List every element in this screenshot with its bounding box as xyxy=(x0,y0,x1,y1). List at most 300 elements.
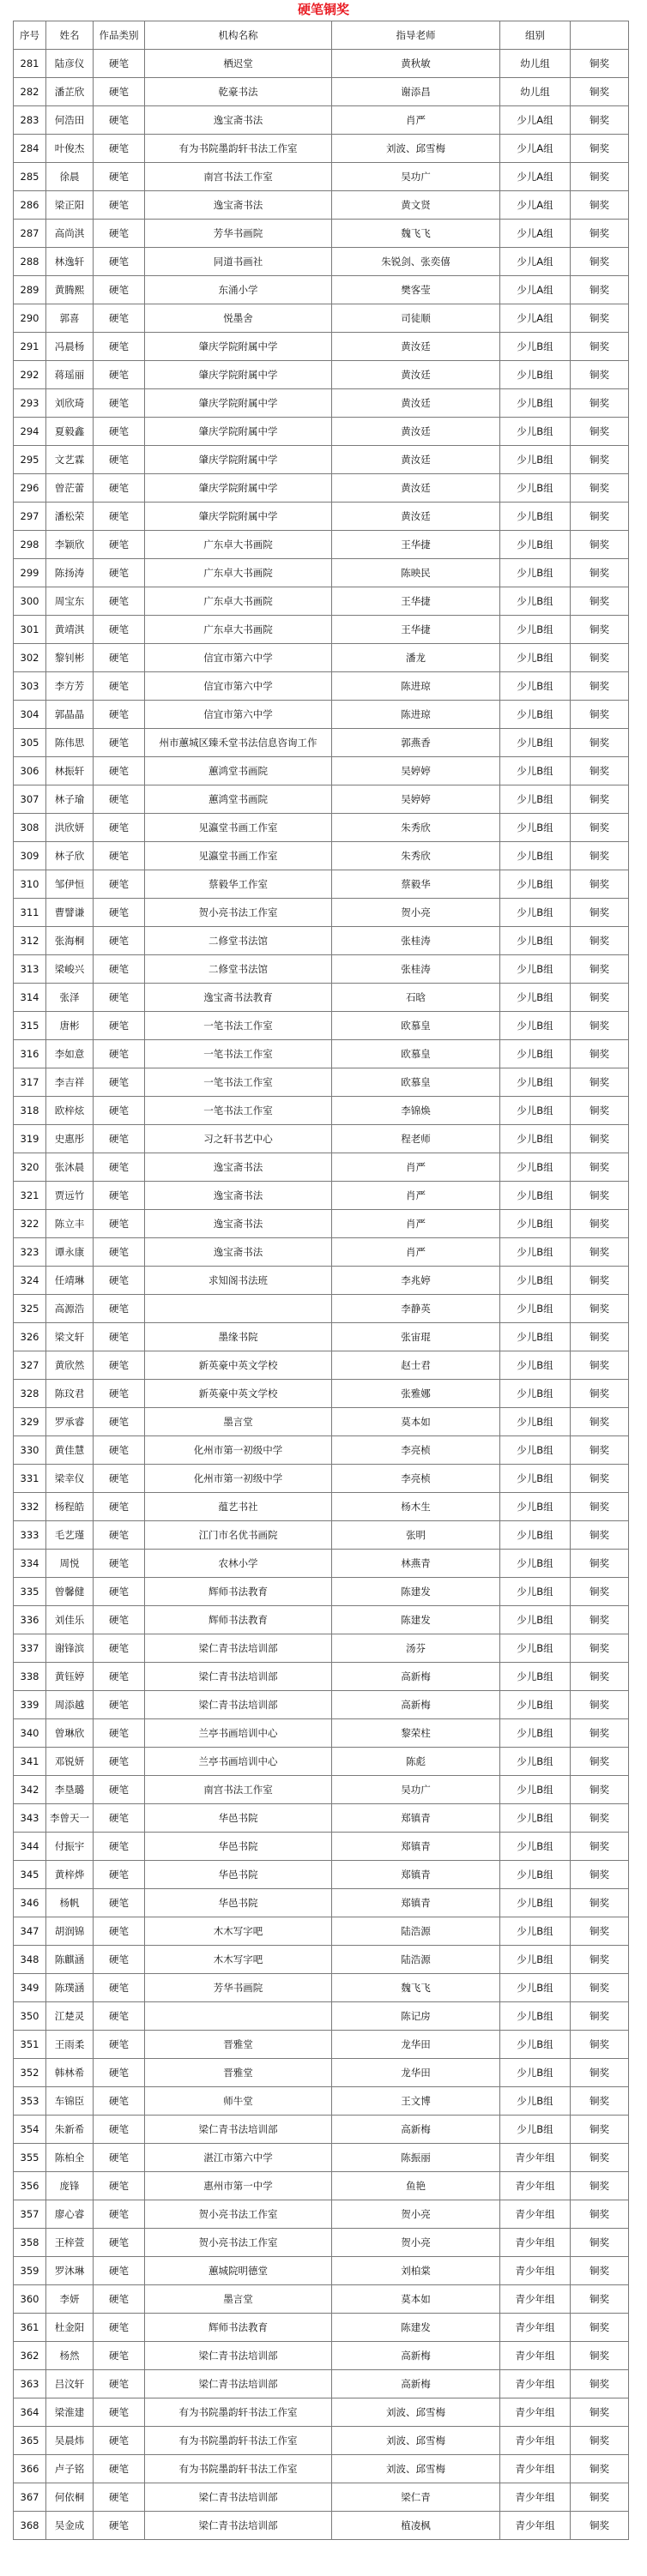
cell-name: 张沐晨 xyxy=(46,1153,94,1182)
cell-category: 硬笔 xyxy=(94,899,145,927)
cell-serial: 302 xyxy=(14,644,46,672)
cell-name: 欧梓炫 xyxy=(46,1097,94,1125)
cell-group: 少儿B组 xyxy=(500,1182,571,1210)
cell-category: 硬笔 xyxy=(94,106,145,135)
cell-category: 硬笔 xyxy=(94,1153,145,1182)
cell-name: 吴晨炜 xyxy=(46,2427,94,2455)
table-row xyxy=(14,248,629,276)
cell-name: 何依桐 xyxy=(46,2483,94,2512)
cell-serial: 359 xyxy=(14,2257,46,2285)
cell-category: 硬笔 xyxy=(94,2398,145,2427)
cell-category: 硬笔 xyxy=(94,1210,145,1238)
table-row xyxy=(14,2370,629,2398)
cell-group: 少儿B组 xyxy=(500,644,571,672)
cell-serial: 311 xyxy=(14,899,46,927)
cell-institution: 广东卓大书画院 xyxy=(145,531,332,559)
cell-teacher: 梁仁青 xyxy=(332,2483,500,2512)
cell-award: 铜奖 xyxy=(571,2285,629,2314)
cell-group: 少儿B组 xyxy=(500,474,571,503)
table-row xyxy=(14,729,629,757)
cell-teacher: 陆浩源 xyxy=(332,1946,500,1974)
cell-institution: 一笔书法工作室 xyxy=(145,1068,332,1097)
cell-group: 少儿B组 xyxy=(500,1295,571,1323)
cell-name: 黎钊彬 xyxy=(46,644,94,672)
cell-teacher: 黄汝廷 xyxy=(332,361,500,389)
cell-name: 曾琳欣 xyxy=(46,1719,94,1748)
cell-institution: 梁仁青书法培训部 xyxy=(145,2370,332,2398)
cell-name: 黄欣然 xyxy=(46,1351,94,1380)
table-row xyxy=(14,106,629,135)
cell-institution: 悦墨舍 xyxy=(145,304,332,333)
cell-category: 硬笔 xyxy=(94,785,145,814)
cell-institution: 见瀛堂书画工作室 xyxy=(145,814,332,842)
cell-serial: 296 xyxy=(14,474,46,503)
table-row xyxy=(14,1153,629,1182)
cell-name: 贾远竹 xyxy=(46,1182,94,1210)
cell-category: 硬笔 xyxy=(94,644,145,672)
cell-institution: 信宜市第六中学 xyxy=(145,701,332,729)
cell-name: 郭喜 xyxy=(46,304,94,333)
cell-name: 黄腾熙 xyxy=(46,276,94,304)
cell-institution: 逸宝斋书法 xyxy=(145,1238,332,1267)
cell-award: 铜奖 xyxy=(571,1493,629,1521)
cell-teacher: 贺小亮 xyxy=(332,2229,500,2257)
header-teacher: 指导老师 xyxy=(332,21,500,50)
cell-category: 硬笔 xyxy=(94,2031,145,2059)
table-row xyxy=(14,446,629,474)
table-row xyxy=(14,2342,629,2370)
cell-serial: 340 xyxy=(14,1719,46,1748)
table-row xyxy=(14,2031,629,2059)
cell-institution: 肇庆学院附属中学 xyxy=(145,361,332,389)
cell-serial: 299 xyxy=(14,559,46,587)
cell-name: 廖心睿 xyxy=(46,2200,94,2229)
cell-category: 硬笔 xyxy=(94,2483,145,2512)
cell-name: 李垦璐 xyxy=(46,1776,94,1804)
table-row xyxy=(14,559,629,587)
cell-institution: 惠州市第一中学 xyxy=(145,2172,332,2200)
table-row xyxy=(14,785,629,814)
cell-institution: 有为书院墨韵轩书法工作室 xyxy=(145,2398,332,2427)
cell-serial: 331 xyxy=(14,1465,46,1493)
cell-award: 铜奖 xyxy=(571,531,629,559)
cell-group: 少儿B组 xyxy=(500,1946,571,1974)
cell-group: 少儿B组 xyxy=(500,1068,571,1097)
cell-group: 少儿B组 xyxy=(500,616,571,644)
cell-award: 铜奖 xyxy=(571,1351,629,1380)
cell-teacher: 汤芬 xyxy=(332,1634,500,1663)
table-row xyxy=(14,135,629,163)
cell-serial: 317 xyxy=(14,1068,46,1097)
table-row xyxy=(14,757,629,785)
cell-award: 铜奖 xyxy=(571,2398,629,2427)
cell-group: 少儿B组 xyxy=(500,870,571,899)
cell-award: 铜奖 xyxy=(571,1267,629,1295)
cell-teacher: 张宙琨 xyxy=(332,1323,500,1351)
cell-teacher: 杨木生 xyxy=(332,1493,500,1521)
cell-teacher: 刘柏棠 xyxy=(332,2257,500,2285)
cell-name: 邓锐妍 xyxy=(46,1748,94,1776)
cell-group: 青少年组 xyxy=(500,2370,571,2398)
cell-group: 少儿B组 xyxy=(500,1521,571,1550)
header-row xyxy=(14,21,629,50)
table-row xyxy=(14,50,629,78)
table-row xyxy=(14,2200,629,2229)
cell-category: 硬笔 xyxy=(94,814,145,842)
cell-group: 青少年组 xyxy=(500,2314,571,2342)
cell-serial: 348 xyxy=(14,1946,46,1974)
cell-award: 铜奖 xyxy=(571,135,629,163)
cell-group: 少儿B组 xyxy=(500,361,571,389)
cell-teacher: 郑镇青 xyxy=(332,1861,500,1889)
cell-teacher: 司徒顺 xyxy=(332,304,500,333)
table-row xyxy=(14,2427,629,2455)
cell-group: 少儿B组 xyxy=(500,333,571,361)
cell-name: 史惠彤 xyxy=(46,1125,94,1153)
cell-serial: 334 xyxy=(14,1550,46,1578)
cell-institution: 广东卓大书画院 xyxy=(145,559,332,587)
cell-teacher: 李静英 xyxy=(332,1295,500,1323)
cell-award: 铜奖 xyxy=(571,785,629,814)
cell-name: 陈伟思 xyxy=(46,729,94,757)
table-row xyxy=(14,927,629,955)
cell-teacher: 林燕青 xyxy=(332,1550,500,1578)
cell-category: 硬笔 xyxy=(94,1861,145,1889)
table-row xyxy=(14,842,629,870)
table-row xyxy=(14,1295,629,1323)
cell-institution: 蕙鸿堂书画院 xyxy=(145,785,332,814)
cell-institution: 木木写字吧 xyxy=(145,1917,332,1946)
cell-group: 少儿B组 xyxy=(500,785,571,814)
table-row xyxy=(14,2087,629,2116)
cell-teacher: 莫本如 xyxy=(332,2285,500,2314)
cell-award: 铜奖 xyxy=(571,1465,629,1493)
cell-institution: 逸宝斋书法 xyxy=(145,1210,332,1238)
cell-group: 少儿A组 xyxy=(500,304,571,333)
cell-award: 铜奖 xyxy=(571,2229,629,2257)
table-row xyxy=(14,2144,629,2172)
cell-award: 铜奖 xyxy=(571,1946,629,1974)
table-row xyxy=(14,644,629,672)
cell-institution: 新英豪中英文学校 xyxy=(145,1380,332,1408)
cell-institution: 墨缘书院 xyxy=(145,1323,332,1351)
table-row xyxy=(14,503,629,531)
cell-teacher: 黄秋敏 xyxy=(332,50,500,78)
cell-institution: 芳华书画院 xyxy=(145,1974,332,2002)
table-row xyxy=(14,1210,629,1238)
cell-serial: 328 xyxy=(14,1380,46,1408)
cell-teacher: 张桂涛 xyxy=(332,927,500,955)
cell-award: 铜奖 xyxy=(571,361,629,389)
table-row xyxy=(14,2398,629,2427)
cell-teacher: 王华捷 xyxy=(332,616,500,644)
table-row xyxy=(14,1550,629,1578)
cell-name: 刘欣琦 xyxy=(46,389,94,418)
cell-name: 陈玟君 xyxy=(46,1380,94,1408)
cell-teacher: 张桂涛 xyxy=(332,955,500,984)
cell-award: 铜奖 xyxy=(571,78,629,106)
cell-teacher: 吴功广 xyxy=(332,163,500,191)
cell-group: 青少年组 xyxy=(500,2257,571,2285)
cell-name: 冯晨杨 xyxy=(46,333,94,361)
cell-serial: 330 xyxy=(14,1436,46,1465)
table-row xyxy=(14,1634,629,1663)
cell-award: 铜奖 xyxy=(571,2144,629,2172)
cell-name: 陈扬涛 xyxy=(46,559,94,587)
cell-name: 卢子铭 xyxy=(46,2455,94,2483)
table-row xyxy=(14,2483,629,2512)
table-row xyxy=(14,1068,629,1097)
cell-group: 少儿B组 xyxy=(500,1153,571,1182)
cell-group: 少儿B组 xyxy=(500,531,571,559)
cell-award: 铜奖 xyxy=(571,1861,629,1889)
cell-teacher: 肖严 xyxy=(332,1238,500,1267)
cell-category: 硬笔 xyxy=(94,1351,145,1380)
cell-serial: 318 xyxy=(14,1097,46,1125)
cell-institution: 蔡毅华工作室 xyxy=(145,870,332,899)
cell-group: 青少年组 xyxy=(500,2144,571,2172)
cell-award: 铜奖 xyxy=(571,1238,629,1267)
cell-group: 青少年组 xyxy=(500,2342,571,2370)
cell-name: 林子欣 xyxy=(46,842,94,870)
cell-serial: 368 xyxy=(14,2512,46,2540)
cell-serial: 346 xyxy=(14,1889,46,1917)
cell-institution: 栖迟堂 xyxy=(145,50,332,78)
cell-serial: 282 xyxy=(14,78,46,106)
cell-name: 张海桐 xyxy=(46,927,94,955)
cell-institution: 兰亭书画培训中心 xyxy=(145,1719,332,1748)
cell-group: 少儿B组 xyxy=(500,503,571,531)
cell-teacher: 石晗 xyxy=(332,984,500,1012)
cell-institution: 蕙鸿堂书画院 xyxy=(145,757,332,785)
cell-group: 少儿B组 xyxy=(500,1804,571,1833)
cell-institution: 梁仁青书法培训部 xyxy=(145,2483,332,2512)
table-row xyxy=(14,1776,629,1804)
header-group: 组别 xyxy=(500,21,571,50)
cell-category: 硬笔 xyxy=(94,2172,145,2200)
cell-teacher: 陆浩源 xyxy=(332,1917,500,1946)
table-row xyxy=(14,1380,629,1408)
cell-award: 铜奖 xyxy=(571,1323,629,1351)
cell-category: 硬笔 xyxy=(94,1946,145,1974)
cell-category: 硬笔 xyxy=(94,276,145,304)
cell-name: 叶俊杰 xyxy=(46,135,94,163)
cell-serial: 290 xyxy=(14,304,46,333)
cell-category: 硬笔 xyxy=(94,446,145,474)
cell-category: 硬笔 xyxy=(94,333,145,361)
cell-group: 少儿B组 xyxy=(500,389,571,418)
cell-category: 硬笔 xyxy=(94,701,145,729)
cell-teacher: 高新梅 xyxy=(332,2370,500,2398)
cell-award: 铜奖 xyxy=(571,927,629,955)
award-table xyxy=(13,21,629,2540)
table-row xyxy=(14,587,629,616)
cell-group: 幼儿组 xyxy=(500,50,571,78)
cell-institution: 有为书院墨韵轩书法工作室 xyxy=(145,2427,332,2455)
cell-group: 少儿B组 xyxy=(500,927,571,955)
cell-category: 硬笔 xyxy=(94,1097,145,1125)
cell-award: 铜奖 xyxy=(571,248,629,276)
cell-category: 硬笔 xyxy=(94,2455,145,2483)
cell-serial: 313 xyxy=(14,955,46,984)
document-title: 硬笔铜奖 xyxy=(297,2,349,17)
cell-institution: 辉师书法教育 xyxy=(145,1606,332,1634)
table-row xyxy=(14,1436,629,1465)
cell-award: 铜奖 xyxy=(571,389,629,418)
cell-category: 硬笔 xyxy=(94,1719,145,1748)
cell-teacher: 高新梅 xyxy=(332,1691,500,1719)
cell-group: 青少年组 xyxy=(500,2483,571,2512)
cell-category: 硬笔 xyxy=(94,50,145,78)
cell-name: 胡润锦 xyxy=(46,1917,94,1946)
cell-teacher: 贺小亮 xyxy=(332,2200,500,2229)
cell-award: 铜奖 xyxy=(571,1776,629,1804)
cell-teacher: 樊客莹 xyxy=(332,276,500,304)
cell-award: 铜奖 xyxy=(571,1833,629,1861)
cell-award: 铜奖 xyxy=(571,1691,629,1719)
cell-name: 任靖琳 xyxy=(46,1267,94,1295)
cell-category: 硬笔 xyxy=(94,2257,145,2285)
cell-teacher: 陈映民 xyxy=(332,559,500,587)
cell-institution: 肇庆学院附属中学 xyxy=(145,333,332,361)
cell-category: 硬笔 xyxy=(94,531,145,559)
header-name: 姓名 xyxy=(46,21,94,50)
cell-category: 硬笔 xyxy=(94,984,145,1012)
cell-name: 陈璞涵 xyxy=(46,1974,94,2002)
cell-category: 硬笔 xyxy=(94,1776,145,1804)
cell-serial: 288 xyxy=(14,248,46,276)
cell-name: 梁正阳 xyxy=(46,191,94,220)
cell-institution: 一笔书法工作室 xyxy=(145,1040,332,1068)
cell-category: 硬笔 xyxy=(94,474,145,503)
cell-institution: 化州市第一初级中学 xyxy=(145,1465,332,1493)
table-row xyxy=(14,1408,629,1436)
cell-award: 铜奖 xyxy=(571,474,629,503)
cell-award: 铜奖 xyxy=(571,1210,629,1238)
cell-serial: 351 xyxy=(14,2031,46,2059)
cell-serial: 307 xyxy=(14,785,46,814)
header-award xyxy=(571,21,629,50)
cell-serial: 362 xyxy=(14,2342,46,2370)
cell-teacher: 黄汝廷 xyxy=(332,474,500,503)
cell-award: 铜奖 xyxy=(571,220,629,248)
cell-institution: 墨言堂 xyxy=(145,1408,332,1436)
cell-category: 硬笔 xyxy=(94,389,145,418)
cell-category: 硬笔 xyxy=(94,1068,145,1097)
cell-serial: 324 xyxy=(14,1267,46,1295)
cell-institution: 一笔书法工作室 xyxy=(145,1097,332,1125)
table-row xyxy=(14,2002,629,2031)
cell-group: 少儿B组 xyxy=(500,1606,571,1634)
cell-award: 铜奖 xyxy=(571,304,629,333)
cell-name: 周宝东 xyxy=(46,587,94,616)
cell-serial: 306 xyxy=(14,757,46,785)
table-row xyxy=(14,531,629,559)
cell-serial: 360 xyxy=(14,2285,46,2314)
cell-institution: 逸宝斋书法 xyxy=(145,191,332,220)
cell-category: 硬笔 xyxy=(94,1267,145,1295)
cell-category: 硬笔 xyxy=(94,2427,145,2455)
cell-institution: 华邑书院 xyxy=(145,1861,332,1889)
table-row xyxy=(14,1040,629,1068)
cell-institution: 师牛堂 xyxy=(145,2087,332,2116)
cell-name: 曾馨健 xyxy=(46,1578,94,1606)
cell-name: 林子瑜 xyxy=(46,785,94,814)
table-row xyxy=(14,1097,629,1125)
cell-group: 少儿B组 xyxy=(500,1436,571,1465)
cell-award: 铜奖 xyxy=(571,2370,629,2398)
cell-name: 曾茫蕾 xyxy=(46,474,94,503)
cell-teacher: 张雅娜 xyxy=(332,1380,500,1408)
cell-teacher: 魏飞飞 xyxy=(332,1974,500,2002)
cell-name: 杜金阳 xyxy=(46,2314,94,2342)
cell-serial: 326 xyxy=(14,1323,46,1351)
cell-teacher: 李亮桢 xyxy=(332,1465,500,1493)
cell-teacher: 郑镇青 xyxy=(332,1889,500,1917)
cell-serial: 294 xyxy=(14,418,46,446)
cell-award: 铜奖 xyxy=(571,955,629,984)
cell-award: 铜奖 xyxy=(571,2002,629,2031)
cell-institution: 肇庆学院附属中学 xyxy=(145,503,332,531)
cell-serial: 365 xyxy=(14,2427,46,2455)
cell-serial: 357 xyxy=(14,2200,46,2229)
table-row xyxy=(14,220,629,248)
cell-serial: 366 xyxy=(14,2455,46,2483)
cell-award: 铜奖 xyxy=(571,2059,629,2087)
cell-award: 铜奖 xyxy=(571,672,629,701)
cell-group: 少儿B组 xyxy=(500,418,571,446)
cell-teacher: 程老师 xyxy=(332,1125,500,1153)
cell-institution: 南宫书法工作室 xyxy=(145,163,332,191)
cell-category: 硬笔 xyxy=(94,2285,145,2314)
cell-group: 幼儿组 xyxy=(500,78,571,106)
cell-teacher: 谢添昌 xyxy=(332,78,500,106)
cell-category: 硬笔 xyxy=(94,1465,145,1493)
cell-category: 硬笔 xyxy=(94,1436,145,1465)
table-row xyxy=(14,1719,629,1748)
cell-institution: 晋雅堂 xyxy=(145,2031,332,2059)
cell-award: 铜奖 xyxy=(571,2200,629,2229)
table-row xyxy=(14,2512,629,2540)
cell-category: 硬笔 xyxy=(94,2116,145,2144)
cell-serial: 308 xyxy=(14,814,46,842)
cell-name: 邹伊恒 xyxy=(46,870,94,899)
cell-group: 少儿B组 xyxy=(500,1493,571,1521)
cell-serial: 337 xyxy=(14,1634,46,1663)
cell-name: 何浩田 xyxy=(46,106,94,135)
cell-group: 青少年组 xyxy=(500,2455,571,2483)
cell-serial: 344 xyxy=(14,1833,46,1861)
cell-award: 铜奖 xyxy=(571,446,629,474)
table-row xyxy=(14,361,629,389)
cell-group: 少儿B组 xyxy=(500,1323,571,1351)
cell-institution: 逸宝斋书法教育 xyxy=(145,984,332,1012)
cell-category: 硬笔 xyxy=(94,1578,145,1606)
cell-name: 周添越 xyxy=(46,1691,94,1719)
cell-teacher: 黄汝廷 xyxy=(332,389,500,418)
cell-serial: 289 xyxy=(14,276,46,304)
cell-serial: 305 xyxy=(14,729,46,757)
cell-award: 铜奖 xyxy=(571,1125,629,1153)
table-row xyxy=(14,2257,629,2285)
cell-category: 硬笔 xyxy=(94,1040,145,1068)
cell-award: 铜奖 xyxy=(571,842,629,870)
table-row xyxy=(14,276,629,304)
cell-award: 铜奖 xyxy=(571,1663,629,1691)
cell-group: 少儿B组 xyxy=(500,1408,571,1436)
cell-group: 少儿B组 xyxy=(500,984,571,1012)
cell-category: 硬笔 xyxy=(94,2512,145,2540)
